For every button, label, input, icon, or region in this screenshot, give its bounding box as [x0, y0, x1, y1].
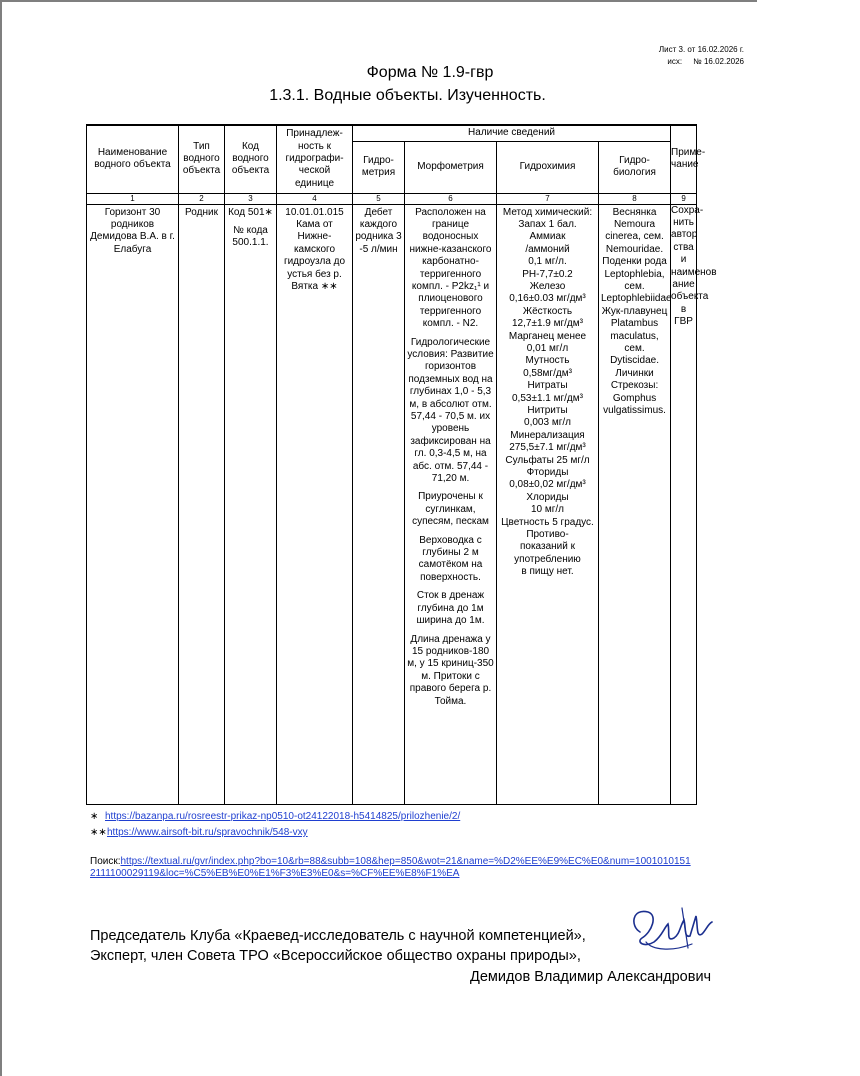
hydrochem-line: Сульфаты 25 мг/л [505, 454, 590, 466]
hydrobio-line: Nemoura [613, 218, 656, 230]
hydrochem-line: 0,08±0,02 мг/дм³ [509, 479, 586, 491]
hydrochem-line: Фториды [526, 467, 569, 479]
hydrobio-line: cinerea, сем. [605, 231, 664, 243]
cell-hydrobiology [599, 204, 671, 804]
signatory-title [90, 926, 586, 966]
search-link-continued[interactable]: 2111100029119&loc=%C5%EB%E0%E1%F3%E3%E0&s=%CF%EE%E8%F1%EA [90, 868, 460, 879]
header-type: Тип водного объекта [179, 125, 225, 193]
cell-object-type: Родник [179, 204, 225, 804]
hydrochem-line: Нитраты [527, 380, 568, 392]
hydrobio-line: Platambus [610, 318, 659, 330]
page-edge-top [0, 0, 757, 2]
column-number: 4 [277, 193, 353, 204]
morpho-paragraph: Расположен на границе водоносных нижне-казанского карбонатно-терригенного компл. - P2kz₁¹ и плиоценового терригенного компл. - N2. [409, 206, 492, 330]
morpho-paragraph: Верховодка с глубины 2 м самотёком на поверхность. [418, 534, 483, 583]
hydrobio-line: Leptophlebiidae [601, 293, 672, 305]
column-number: 3 [225, 193, 277, 204]
search-label: Поиск: [90, 856, 121, 867]
hydrochem-line: Метод химический: [502, 206, 593, 218]
footnote-2 [90, 827, 308, 839]
header-hydro-unit: Принадлеж-ность к гидрографи-ческой единице [277, 125, 353, 193]
cell-hydrometry: Дебет каждого родника 3 -5 л/мин [353, 204, 405, 804]
cell-object-code [225, 204, 277, 804]
hydrochem-line: PH-7,7±0.2 [522, 268, 573, 280]
header-name: Наименование водного объекта [87, 125, 179, 193]
hydrochem-line: Железо [529, 280, 566, 292]
header-code: Код водного объекта [225, 125, 277, 193]
footnote-mark: ∗∗ [90, 827, 107, 838]
outgoing-number: исх: № 16.02.2026 [667, 57, 744, 66]
hydrochem-line: Хлориды [526, 491, 569, 503]
hydrochem-line: 0,16±0.03 мг/дм³ [509, 293, 586, 305]
hydrochem-line: Минерализация [510, 429, 585, 441]
morpho-paragraph: Длина дренажа у 15 родников-180 м, у 15 криниц-350 м. Притоки с правого берега р. Тойма. [407, 633, 494, 707]
hydrochem-line: Цветность 5 градус. [501, 516, 594, 528]
hydrobio-line: Стрекозы: [610, 380, 659, 392]
cell-morphometry [405, 204, 497, 804]
form-subtitle: 1.3.1. Водные объекты. Изученность. [269, 87, 546, 104]
morpho-paragraph: Сток в дренаж глубина до 1м ширина до 1м. [416, 590, 485, 627]
column-number: 2 [179, 193, 225, 204]
footnote-link-2[interactable]: https://www.airsoft-bit.ru/spravochnik/548-vxy [107, 827, 308, 838]
hydrobio-line: Личинки [615, 367, 654, 379]
water-objects-table [86, 124, 717, 805]
header-note: Приме-чание [671, 125, 697, 193]
hydrobio-line: vulgatissimus. [603, 405, 666, 416]
hydrochem-line: 0,1 мг/л. [528, 256, 567, 268]
hydrochem-line: 0,003 мг/л [524, 417, 571, 429]
footnote-link-1[interactable]: https://bazanpa.ru/rosreestr-prikaz-np0510-ot24122018-h5414825/prilozhenie/2/ [105, 811, 461, 822]
column-number: 9 [671, 193, 697, 204]
hydrobio-line: Жук-плавунец [601, 305, 668, 317]
hydrochem-line: 0,53±1.1 мг/дм³ [512, 392, 583, 404]
hydrochem-line: 0,58мг/дм³ [523, 367, 572, 379]
hydrochem-line: Нитриты [527, 405, 568, 416]
header-data-availability: Наличие сведений [353, 125, 671, 141]
morpho-paragraph: Приурочены к суглинкам, супесям, пескам [412, 491, 489, 528]
signatory-role-1: Председатель Клуба «Краевед-исследователь с научной компетенцией», [90, 928, 586, 944]
column-number: 1 [87, 193, 179, 204]
hydrobio-line: сем. [624, 342, 645, 354]
search-link[interactable]: https://textual.ru/gvr/index.php?bo=10&rb=88&subb=108&hep=850&wot=21&name=%D2%EE%E9%EC%E0&num=1001010151 [120, 856, 691, 867]
signatory-role-2: Эксперт, член Совета ТРО «Всероссийское общество охраны природы», [90, 948, 581, 964]
hydrochem-line: показаний к [519, 541, 575, 553]
hydrochem-line: Аммиак [529, 231, 566, 243]
footnote-1 [90, 811, 460, 823]
hydrochem-line: 0,01 мг/л [526, 342, 569, 354]
header-hydrochemistry: Гидрохимия [497, 141, 599, 193]
hydrobio-line: Dytiscidae. [610, 355, 659, 367]
sheet-number: Лист 3. от 16.02.2026 г. [658, 45, 744, 54]
morpho-paragraph: Гидрологические условия: Развитие горизонтов подземных вод на глубинах 1,0 - 5,3 м, в абсолют отм. 57,44 - 70,5 м. их уровень зафиксирован на гл. 0,3-4,5 м, на абс. отм. 57,44 - 71,20 м. [407, 336, 494, 485]
header-hydrobiology: Гидро-биология [599, 141, 671, 193]
header-hydrometry: Гидро-метрия [353, 141, 405, 193]
hydrobio-line: Веснянка [612, 206, 657, 218]
cell-hydro-unit: 10.01.01.015 Кама от Нижне-камского гидроузла до устья без р. Вятка ∗∗ [277, 204, 353, 804]
signatory-name: Демидов Владимир Александрович [470, 969, 712, 985]
page-edge-left [0, 0, 2, 1076]
cell-hydrochemistry [497, 204, 599, 804]
hydrochem-line: 12,7±1.9 мг/дм³ [512, 318, 583, 330]
hydrochem-line: употреблению [514, 553, 581, 565]
handwritten-signature-icon [622, 898, 722, 958]
hydrochem-line: 275,5±7.1 мг/дм³ [509, 442, 586, 454]
hydrochem-line: в пищу нет. [521, 566, 574, 578]
hydrochem-line: Жёсткость [522, 305, 573, 317]
hydrobio-line: Nemouridae. [605, 243, 664, 255]
hydrobio-line: maculatus, [610, 330, 659, 342]
form-title: Форма № 1.9-гвр [366, 64, 494, 81]
cell-note: Сохра-нить автор ства и наименов ание объекта в ГВР [671, 204, 697, 804]
hydrochem-line: Марганец менее [508, 330, 587, 342]
footnote-mark: ∗ [90, 811, 99, 822]
search-block [90, 856, 691, 880]
column-number: 8 [599, 193, 671, 204]
cell-object-name: Горизонт 30 родников Демидова В.А. в г. Елабуга [87, 204, 179, 804]
column-number: 5 [353, 193, 405, 204]
column-number: 7 [497, 193, 599, 204]
hydrochem-line: Мутность [525, 355, 570, 367]
hydrobio-line: Gomphus [612, 392, 657, 404]
object-code: Код 501∗ [228, 206, 273, 218]
column-number: 6 [405, 193, 497, 204]
hydrobio-line: Leptophlebia, [604, 268, 665, 280]
hydrochem-line: Запах 1 бал. [518, 218, 577, 230]
hydrobio-line: Поденки рода [602, 256, 667, 268]
hydrochem-line: /аммоний [525, 243, 570, 255]
header-morphometry: Морфометрия [405, 141, 497, 193]
hydrochem-line: 10 мг/л [530, 504, 565, 516]
hydrobio-line: сем. [624, 280, 645, 292]
hydrochem-line: Противо- [526, 529, 569, 541]
object-code-number: № кода 500.1.1. [232, 224, 269, 249]
